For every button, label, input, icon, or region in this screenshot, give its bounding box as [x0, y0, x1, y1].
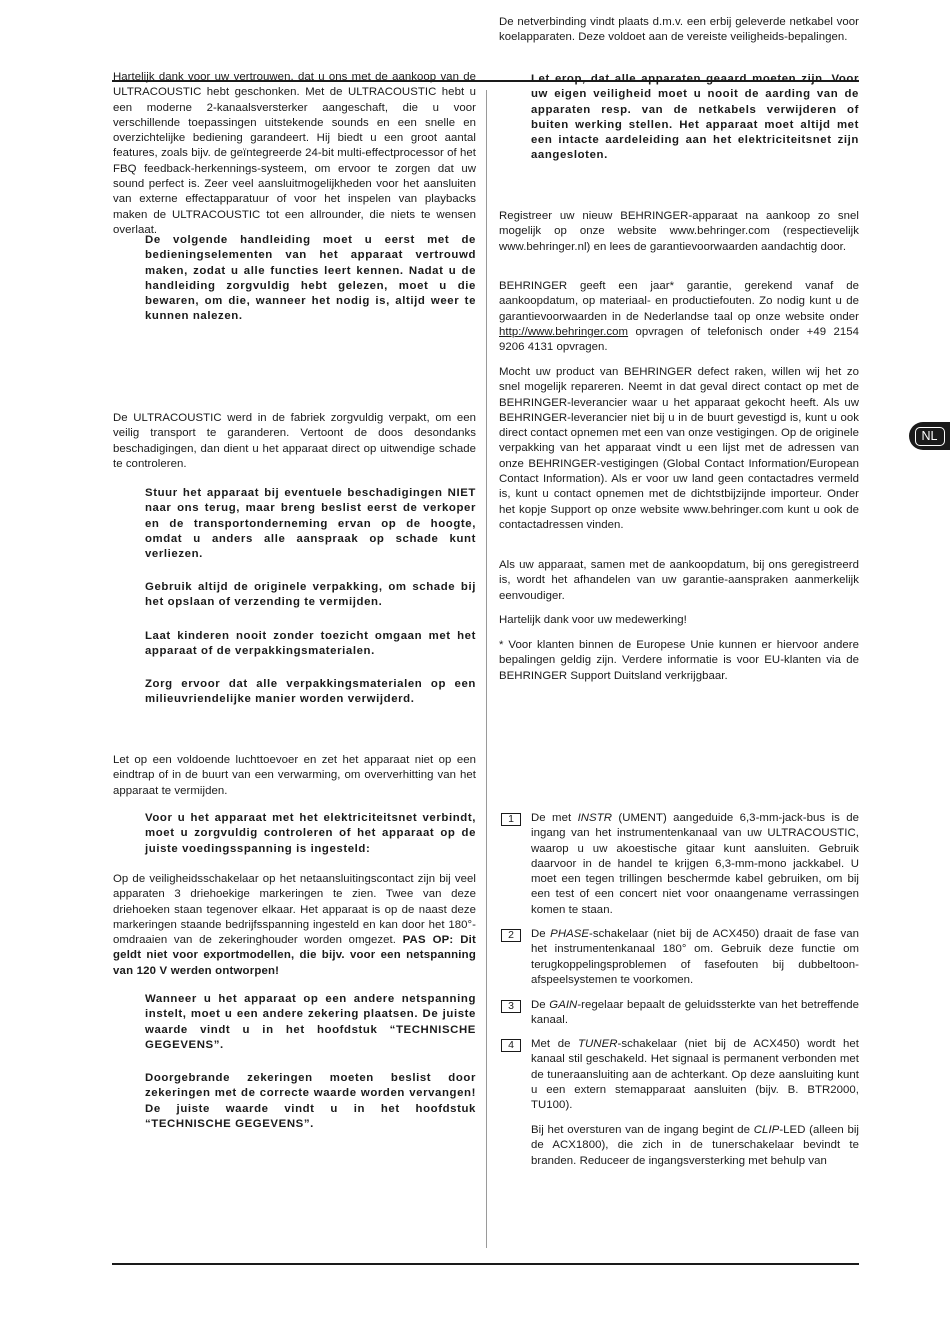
language-tab-label: NL	[915, 427, 945, 446]
footer-rule	[112, 1263, 859, 1265]
item-2-text: De PHASE-schakelaar (niet bij de ACX450) draait de fase van het instrumentenkanaal 180° om. Gebruik deze functie om terugkoppelingsproblemen of fasefouten bij dubbeltoon-afspeelsystemen te voorkomen.	[531, 928, 859, 986]
item-number-3: 3	[501, 1000, 521, 1013]
voltage-text: Op de veiligheidsschakelaar op het netaansluitingscontact zijn bij veel apparaten 3 driehoekige markeringen te zien. Twee van deze driehoeken staan tegenover elkaar. Het apparaat is op de naast deze markeringen staande bedrijfsspanning ingesteld en kan door het 180°- omdraaien van de zekeringhouder worden omgezet.	[113, 873, 476, 947]
warranty-text-b: opvragen of telefonisch onder +49 2154 9206 4131 opvragen.	[499, 325, 859, 354]
item-number-2: 2	[501, 929, 521, 942]
damage-warning: Stuur het apparaat bij eventuele beschadigingen NIET naar ons terug, maar breng beslist eerst de verkoper en de transportonderneming ervan op de hoogte, omdat u anders alle aanspraak op schade kunt verliezen.	[145, 487, 476, 561]
behringer-link[interactable]: http://www.behringer.com	[499, 325, 629, 338]
blown-fuse-warning: Doorgebrande zekeringen moeten beslist door zekeringen met de correcte waarde worden vervangen! De juiste waarde vindt u in het hoofdstuk “TECHNISCHE GEGEVENS”.	[145, 1072, 476, 1130]
intro-paragraph: Hartelijk dank voor uw vertrouwen, dat u ons met de aankoop van de ULTRACOUSTIC hebt geschonken. Met de ULTRACOUSTIC hebt u een moderne 2-kanaalsversterker aangeschaft, die u voor verschillende toepassingen uitstekende sounds en een snelle en overzichtelijke bediening garandeert. Hij biedt u een groot aantal features, zoals bijv. de geïntegreerde 24-bit multi-effectprocessor of het FBQ feedback-herkennings-systeem, om ervoor te zorgen dat uw sound perfect is. Zeer veel aansluitmogelijkheden voor het aansluiten van externe effectapparatuur of voor het inspelen van playbacks maken de ULTRACOUSTIC tot een allrounder, die niets te wensen overlaat.	[113, 71, 476, 236]
item-number-4: 4	[501, 1039, 521, 1052]
thanks-line: Hartelijk dank voor uw medewerking!	[499, 614, 687, 626]
language-tab	[909, 422, 950, 450]
packaging-paragraph: De ULTRACOUSTIC werd in de fabriek zorgvuldig verpakt, om een veilig transport te garanderen. Vertoont de doos desondanks beschadigingen, dan dient u het apparaat direct op uitwendige schade te controleren.	[113, 412, 476, 470]
warranty-paragraph	[499, 279, 859, 355]
item-4-clip-text: Bij het oversturen van de ingang begint de CLIP-LED (alleen bij de ACX1800), die zich in de tunerschakelaar bevindt te branden. Reduceer de ingangsversterking met behulp van	[531, 1124, 859, 1167]
disposal-note: Zorg ervoor dat alle verpakkingsmaterialen op een milieuvriendelijke manier worden verwijderd.	[145, 678, 476, 706]
ventilation-paragraph: Let op een voldoende luchttoevoer en zet het apparaat niet op een eindtrap of in de buurt van een verwarming, om oververhitting van het apparaat te vermijden.	[113, 754, 476, 797]
eu-footnote: * Voor klanten binnen de Europese Unie kunnen er hiervoor andere bepalingen geldig zijn. Verdere informatie is voor EU-klanten via de BEHRINGER Support Duitsland verkrijgbaar.	[499, 639, 859, 682]
export-warning: PAS OP: Dit geldt niet voor exportmodellen, die bijv. voor een netspanning van 120 V werden ontworpen!	[113, 934, 476, 977]
fuse-warning: Wanneer u het apparaat op een andere netspanning instelt, moet u een andere zekering plaatsen. De juiste waarde vindt u in het hoofdstuk “TECHNISCHE GEGEVENS”.	[145, 993, 476, 1051]
voltage-warning: Voor u het apparaat met het elektriciteitsnet verbindt, moet u zorgvuldig controleren of het apparaat op de juiste voedingsspanning is ingesteld:	[145, 812, 476, 855]
registration-benefit-paragraph: Als uw apparaat, samen met de aankoopdatum, bij ons geregistreerd is, wordt het afhandelen van uw garantie-aanspraken aanmerkelijk eenvoudiger.	[499, 559, 859, 602]
item-1-text: De met INSTR (UMENT) aangeduide 6,3-mm-jack-bus is de ingang van het instrumentenkanaal van uw ULTRACOUSTIC, waarop u uw akoestische gitaar kunt aansluiten. Gebruik daarvoor in de handel te krijgen 6,3-mm-mono jackkabel. U moet een tegen trillingen beschermde kabel gebruiken, om bij een test of een concert niet voor onaangename verrassingen komen te staan.	[531, 812, 859, 916]
registration-paragraph: Registreer uw nieuw BEHRINGER-apparaat na aankoop zo snel mogelijk op onze website www.behringer.com (respectievelijk www.behringer.nl) en lees de garantievoorwaarden aandachtig door.	[499, 210, 859, 253]
item-3-text: De GAIN-regelaar bepaalt de geluidssterkte van het betreffende kanaal.	[531, 999, 859, 1027]
children-warning: Laat kinderen nooit zonder toezicht omgaan met het apparaat of de verpakkingsmaterialen.	[145, 630, 476, 658]
packaging-note: Gebruik altijd de originele verpakking, om schade bij het opslaan of verzending te vermijden.	[145, 581, 476, 609]
manual-note: De volgende handleiding moet u eerst met de bedieningselementen van het apparaat vertrouwd maken, zodat u alle functies leert kennen. Nadat u de handleiding zorgvuldig hebt gelezen, moet u die bewaren, om die, wanneer het nodig is, altijd weer te kunnen nalezen.	[145, 234, 476, 323]
mains-paragraph: De netverbinding vindt plaats d.m.v. een erbij geleverde netkabel voor koelapparaten. Deze voldoet aan de vereiste veiligheids-bepalingen.	[499, 16, 859, 44]
column-divider	[486, 90, 487, 1248]
item-number-1: 1	[501, 813, 521, 826]
repair-paragraph: Mocht uw product van BEHRINGER defect raken, willen wij het zo snel mogelijk repareren. Neemt in dat geval direct contact op met de BEHRINGER-leverancier waar u het apparaat gekocht heeft. Als uw BEHRINGER-leverancier niet bij u in de buurt gevestigd is, kunt u ook direct contact opnemen met een van onze vestigingen. Op de originele verpakking van het apparaat vindt u een lijst met de adressen van onze BEHRINGER-vestigingen (Global Contact Information/European Contact Information). Als er voor uw land geen contactadres vermeld is, kunt u contact opnemen met de dichtstbijzijnde importeur. Onder het kopje Support op onze website www.behringer.com kunt u ook de contactadressen vinden.	[499, 366, 859, 531]
voltage-paragraph	[113, 872, 476, 979]
item-4-text: Met de TUNER-schakelaar (niet bij de ACX450) wordt het kanaal stil geschakeld. Het signaal is permanent verbonden met de tuneraansluiting aan de achterkant. Op deze aansluiting kunt u een extern stemapparaat aansluiten (bijv. B. BTR2000, TU100).	[531, 1038, 859, 1112]
grounding-warning: Let erop, dat alle apparaten geaard moeten zijn. Voor uw eigen veiligheid moet u nooit de aarding van de apparaten resp. van de netkabels verwijderen of buiten werking stellen. Het apparaat moet altijd met een intacte aardeleiding aan het elektriciteitsnet zijn aangesloten.	[531, 73, 859, 162]
warranty-text-a: BEHRINGER geeft een jaar* garantie, gerekend vanaf de aankoopdatum, op materiaal- en productiefouten. Zo nodig kunt u de garantievoorwaarden in de Nederlandse taal op onze website onder	[499, 280, 859, 323]
